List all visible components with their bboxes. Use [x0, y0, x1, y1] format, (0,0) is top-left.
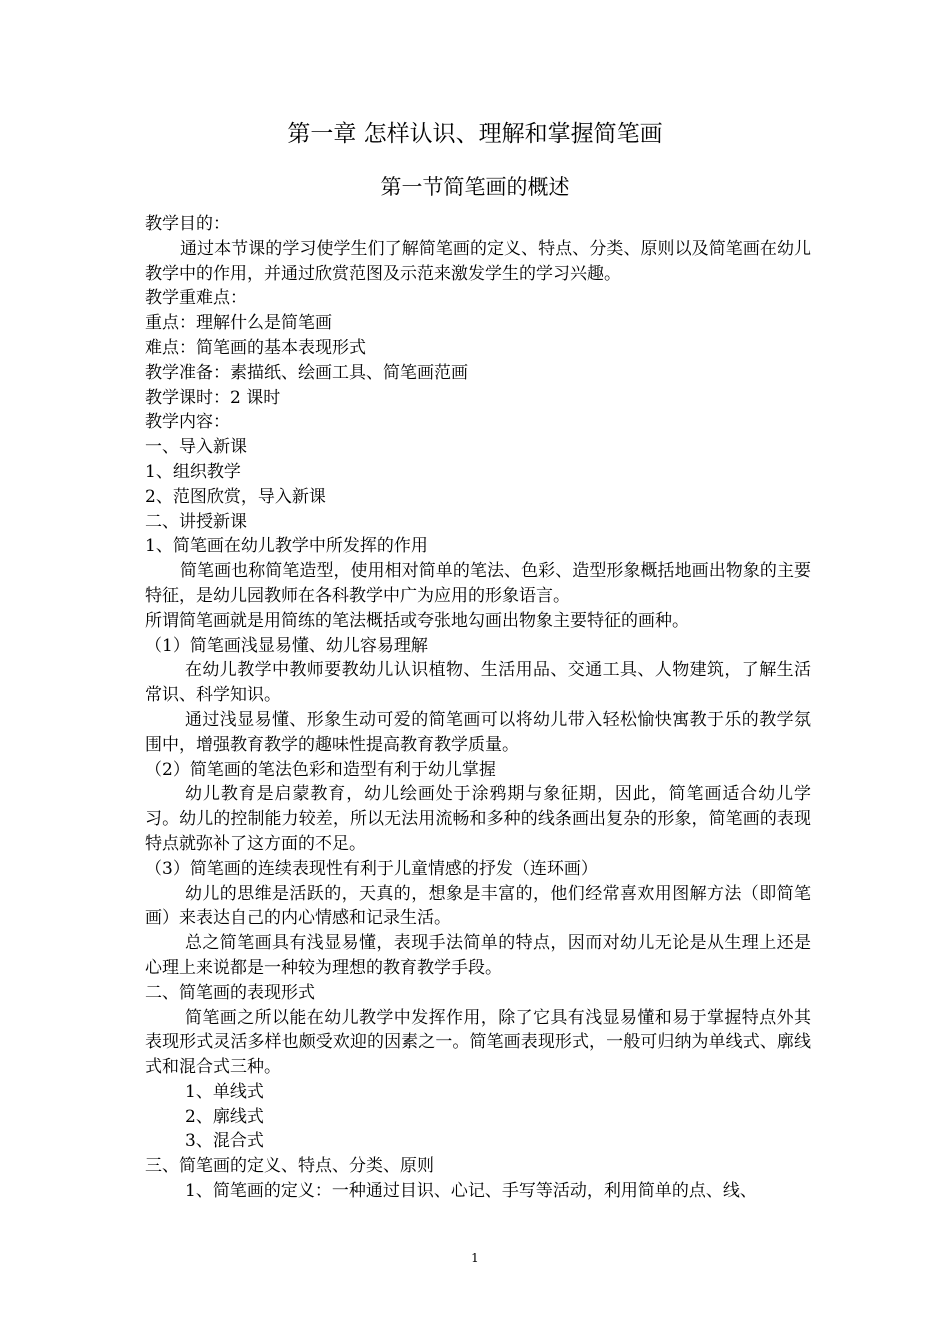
- heading-content: 教学内容：: [145, 412, 230, 433]
- teaching-materials: 教学准备：素描纸、绘画工具、简笔画范画: [145, 362, 468, 383]
- list-item: 1、组织教学: [145, 461, 241, 482]
- subheading-role: 1、简笔画在幼儿教学中所发挥的作用: [145, 536, 428, 557]
- paragraph: 总之简笔画具有浅显易懂，表现手法简单的特点，因而对幼儿无论是从生理上还是心理上来说都是一种较为理想的教育教学手段。: [145, 933, 811, 978]
- paragraph: 幼儿教育是启蒙教育，幼儿绘画处于涂鸦期与象征期，因此，简笔画适合幼儿学习。幼儿的控制能力较差，所以无法用流畅和多种的线条画出复杂的形象，简笔画的表现特点就弥补了这方面的不足。: [145, 784, 811, 854]
- key-point: 重点：理解什么是简笔画: [145, 313, 332, 334]
- chapter-title: 第一章 怎样认识、理解和掌握简笔画: [287, 121, 663, 147]
- heading-forms: 二、简笔画的表现形式: [145, 982, 315, 1003]
- subheading-3: （3）简笔画的连续表现性有利于儿童情感的抒发（连环画）: [145, 858, 598, 879]
- subheading-1: （1）简笔画浅显易懂、幼儿容易理解: [145, 635, 428, 656]
- page-number: 1: [471, 1251, 479, 1265]
- heading-new-lesson: 二、讲授新课: [145, 511, 247, 532]
- subheading-2: （2）简笔画的笔法色彩和造型有利于幼儿掌握: [145, 759, 496, 780]
- paragraph: 1、简笔画的定义：一种通过目识、心记、手写等活动，利用简单的点、线、: [185, 1181, 757, 1202]
- heading-intro: 一、导入新课: [145, 437, 247, 458]
- list-item: 2、廓线式: [185, 1106, 264, 1127]
- paragraph-objective: 通过本节课的学习使学生们了解简笔画的定义、特点、分类、原则以及简笔画在幼儿教学中的作用，并通过欣赏范图及示范来激发学生的学习兴趣。: [145, 238, 811, 284]
- heading-definition: 三、简笔画的定义、特点、分类、原则: [145, 1156, 434, 1177]
- heading-key-points: 教学重难点：: [145, 288, 247, 309]
- paragraph-so-called: 所谓简笔画就是用简练的笔法概括或夸张地勾画出物象主要特征的画种。: [145, 610, 689, 631]
- paragraph: 简笔画之所以能在幼儿教学中发挥作用，除了它具有浅显易懂和易于掌握特点外其表现形式灵活多样也颇受欢迎的因素之一。简笔画表现形式，一般可归纳为单线式、廓线式和混合式三种。: [145, 1007, 811, 1078]
- list-item: 2、范图欣赏，导入新课: [145, 486, 326, 507]
- heading-objective: 教学目的：: [145, 214, 230, 234]
- list-item: 3、混合式: [185, 1131, 264, 1152]
- paragraph-definition: 简笔画也称简笔造型，使用相对简单的笔法、色彩、造型形象概括地画出物象的主要特征，是幼儿园教师在各科教学中广为应用的形象语言。: [145, 561, 811, 606]
- paragraph: 通过浅显易懂、形象生动可爱的简笔画可以将幼儿带入轻松愉快寓教于乐的教学氛围中，增强教育教学的趣味性提高教育教学质量。: [145, 709, 811, 755]
- teaching-hours: 教学课时：2 课时: [145, 387, 281, 408]
- section-title: 第一节简笔画的概述: [380, 175, 570, 199]
- document-body: [145, 212, 811, 1204]
- list-item: 1、单线式: [185, 1081, 264, 1102]
- paragraph: 幼儿的思维是活跃的，天真的，想象是丰富的，他们经常喜欢用图解方法（即简笔画）来表达自己的内心情感和记录生活。: [145, 883, 811, 929]
- paragraph: 在幼儿教学中教师要教幼儿认识植物、生活用品、交通工具、人物建筑，了解生活常识、科学知识。: [145, 660, 811, 706]
- difficult-point: 难点：简笔画的基本表现形式: [145, 337, 366, 358]
